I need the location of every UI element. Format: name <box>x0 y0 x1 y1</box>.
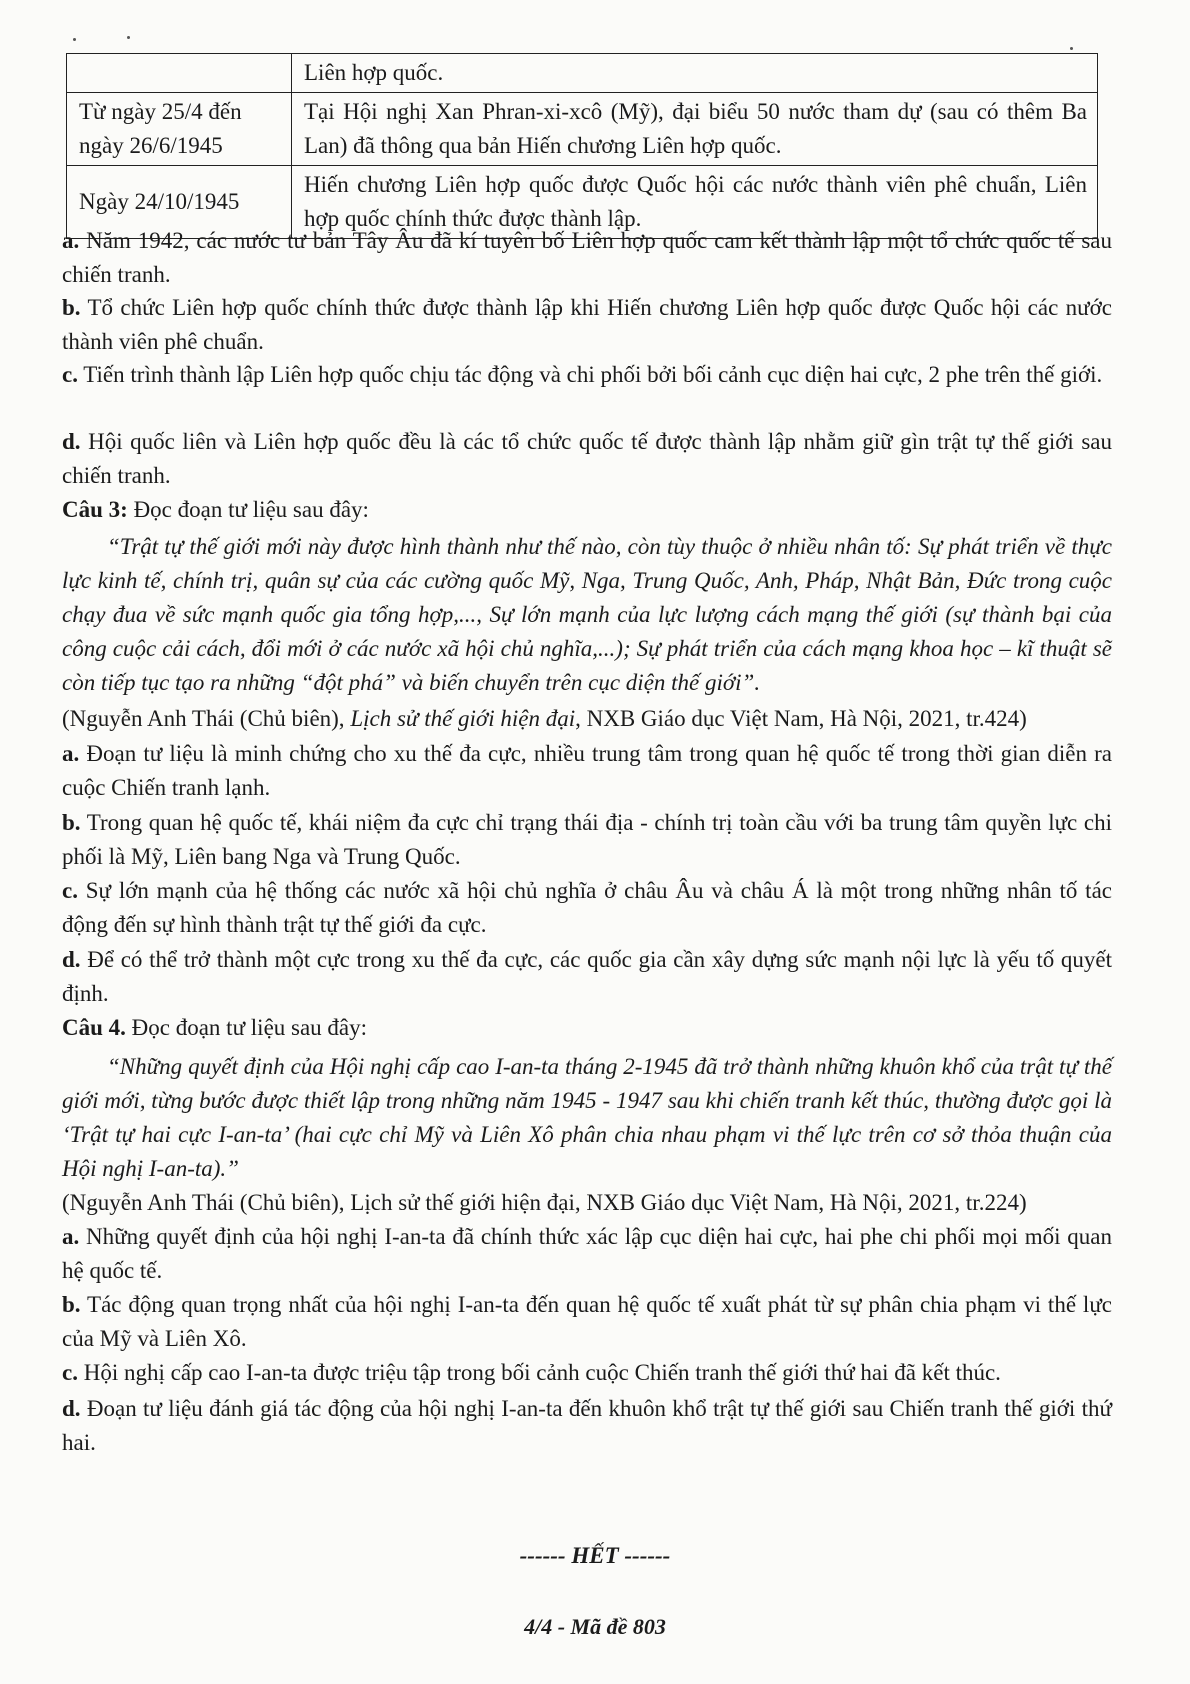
statement-text: Sự lớn mạnh của hệ thống các nước xã hội chủ nghĩa ở châu Âu và châu Á là một trong những nhân tố tác động đến sự hình thành trật tự thế giới đa cực. <box>62 878 1112 937</box>
q3-quote: “Trật tự thế giới mới này được hình thành như thế nào, còn tùy thuộc ở nhiều nhân tố: Sự phát triển về thực lực kinh tế, chính trị, quân sự của các cường quốc Mỹ, Nga, Trung Quốc, Anh, Pháp, Nhật Bản, Đức trong cuộc chạy đua về sức mạnh quốc gia tổng hợp,..., Sự lớn mạnh của lực lượng cách mạng thế giới (sự thành bại của công cuộc cải cách, đổi mới ở các nước xã hội chủ nghĩa,...); Sự phát triển của cách mạng khoa học – kĩ thuật sẽ còn tiếp tục tạo ra những “đột phá” và biến chuyển trên cục diện thế giới”. <box>62 534 1112 695</box>
end-marker: ------ HẾT ------ <box>519 1543 671 1568</box>
page-number: 4/4 - Mã đề 803 <box>524 1614 666 1639</box>
statement-label: c. <box>62 878 78 903</box>
statement-text: Những quyết định của hội nghị I-an-ta đã chính thức xác lập cục diện hai cực, hai phe chi phối mọi mối quan hệ quốc tế. <box>62 1224 1112 1283</box>
statement-text: Năm 1942, các nước tư bản Tây Âu đã kí tuyên bố Liên hợp quốc cam kết thành lập một tổ chức quốc tế sau chiến tranh. <box>62 228 1112 287</box>
table-row <box>67 54 1098 93</box>
q2-statement-b <box>62 291 1112 359</box>
q4-quote: “Những quyết định của Hội nghị cấp cao I-an-ta tháng 2-1945 đã trở thành những khuôn khổ của trật tự thế giới mới, từng bước được thiết lập trong những năm 1945 - 1947 sau khi chiến tranh kết thúc, thường được gọi là ‘Trật tự hai cực I-an-ta’ (hai cực chỉ Mỹ và Liên Xô phân chia nhau phạm vi thế lực trên cơ sở thỏa thuận của Hội nghị I-an-ta).” <box>62 1054 1112 1181</box>
q3-statement-b <box>62 806 1112 874</box>
statement-label: a. <box>62 1224 80 1249</box>
statement-label: b. <box>62 1292 81 1317</box>
scan-speck <box>73 38 76 41</box>
timeline-table <box>66 53 1098 239</box>
table-row <box>67 93 1098 166</box>
table-cell-event: Liên hợp quốc. <box>292 54 1098 93</box>
statement-label: a. <box>62 228 80 253</box>
statement-label: c. <box>62 1360 78 1385</box>
q2-statement-d <box>62 425 1112 493</box>
statement-text: Tiến trình thành lập Liên hợp quốc chịu tác động và chi phối bởi bối cảnh cục diện hai cực, 2 phe trên thế giới. <box>77 362 1103 387</box>
table-cell-event: Tại Hội nghị Xan Phran-xi-xcô (Mỹ), đại biểu 50 nước tham dự (sau có thêm Ba Lan) đã thông qua bản Hiến chương Liên hợp quốc. <box>292 93 1098 166</box>
statement-text: Đoạn tư liệu đánh giá tác động của hội nghị I-an-ta đến khuôn khổ trật tự thế giới sau Chiến tranh thế giới thứ hai. <box>62 1396 1112 1455</box>
q3-statement-c <box>62 874 1112 942</box>
table-cell-date: Từ ngày 25/4 đến ngày 26/6/1945 <box>67 93 292 166</box>
statement-label: b. <box>62 295 81 320</box>
q3-source <box>62 702 1112 736</box>
statement-text: Tổ chức Liên hợp quốc chính thức được thành lập khi Hiến chương Liên hợp quốc được Quốc hội các nước thành viên phê chuẩn. <box>62 295 1112 354</box>
statement-text: Đoạn tư liệu là minh chứng cho xu thế đa cực, nhiều trung tâm trong quan hệ quốc tế trong thời gian diễn ra cuộc Chiến tranh lạnh. <box>62 741 1112 800</box>
source-prefix: (Nguyễn Anh Thái (Chủ biên), <box>62 706 351 731</box>
statement-label: d. <box>62 1396 81 1421</box>
table-cell-date <box>67 54 292 93</box>
statement-label: b. <box>62 810 81 835</box>
statement-text: Hội nghị cấp cao I-an-ta được triệu tập trong bối cảnh cuộc Chiến tranh thế giới thứ hai đã kết thúc. <box>77 1360 1001 1385</box>
question-text: Đọc đoạn tư liệu sau đây: <box>125 1015 368 1040</box>
statement-label: a. <box>62 741 80 766</box>
q4-statement-d <box>62 1392 1112 1460</box>
q4-statement-c <box>62 1356 1112 1390</box>
statement-label: d. <box>62 429 81 454</box>
q4-statement-b <box>62 1288 1112 1356</box>
question-label: Câu 3: <box>62 497 128 522</box>
q2-statement-c <box>62 358 1112 392</box>
q3-statement-a <box>62 737 1112 805</box>
statement-label: d. <box>62 947 81 972</box>
source-suffix: , NXB Giáo dục Việt Nam, Hà Nội, 2021, tr.424) <box>575 706 1027 731</box>
statement-text: Trong quan hệ quốc tế, khái niệm đa cực chỉ trạng thái địa - chính trị toàn cầu với ba trung tâm quyền lực chi phối là Mỹ, Liên bang Nga và Trung Quốc. <box>62 810 1112 869</box>
q2-statement-a <box>62 224 1112 292</box>
statement-text: Hội quốc liên và Liên hợp quốc đều là các tổ chức quốc tế được thành lập nhằm giữ gìn trật tự thế giới sau chiến tranh. <box>62 429 1112 488</box>
statement-text: Để có thể trở thành một cực trong xu thế đa cực, các quốc gia cần xây dựng sức mạnh nội lực là yếu tố quyết định. <box>62 947 1112 1006</box>
question-label: Câu 4. <box>62 1015 126 1040</box>
table-cell-date: Ngày 24/10/1945 <box>67 166 292 239</box>
question-text: Đọc đoạn tư liệu sau đây: <box>127 497 369 522</box>
scan-speck <box>1070 47 1073 50</box>
statement-text: Tác động quan trọng nhất của hội nghị I-an-ta đến quan hệ quốc tế xuất phát từ sự phân chia phạm vi thế lực của Mỹ và Liên Xô. <box>62 1292 1112 1351</box>
q3-heading <box>62 493 1112 527</box>
table-cell-event: Hiến chương Liên hợp quốc được Quốc hội các nước thành viên phê chuẩn, Liên hợp quốc chính thức được thành lập. <box>292 166 1098 239</box>
q4-source: (Nguyễn Anh Thái (Chủ biên), Lịch sử thế giới hiện đại, NXB Giáo dục Việt Nam, Hà Nội, 2021, tr.224) <box>62 1190 1027 1215</box>
q4-heading <box>62 1011 1112 1045</box>
q3-statement-d <box>62 943 1112 1011</box>
scan-speck <box>127 36 130 39</box>
statement-label: c. <box>62 362 78 387</box>
q4-statement-a <box>62 1220 1112 1288</box>
source-title: Lịch sử thế giới hiện đại <box>350 706 576 731</box>
